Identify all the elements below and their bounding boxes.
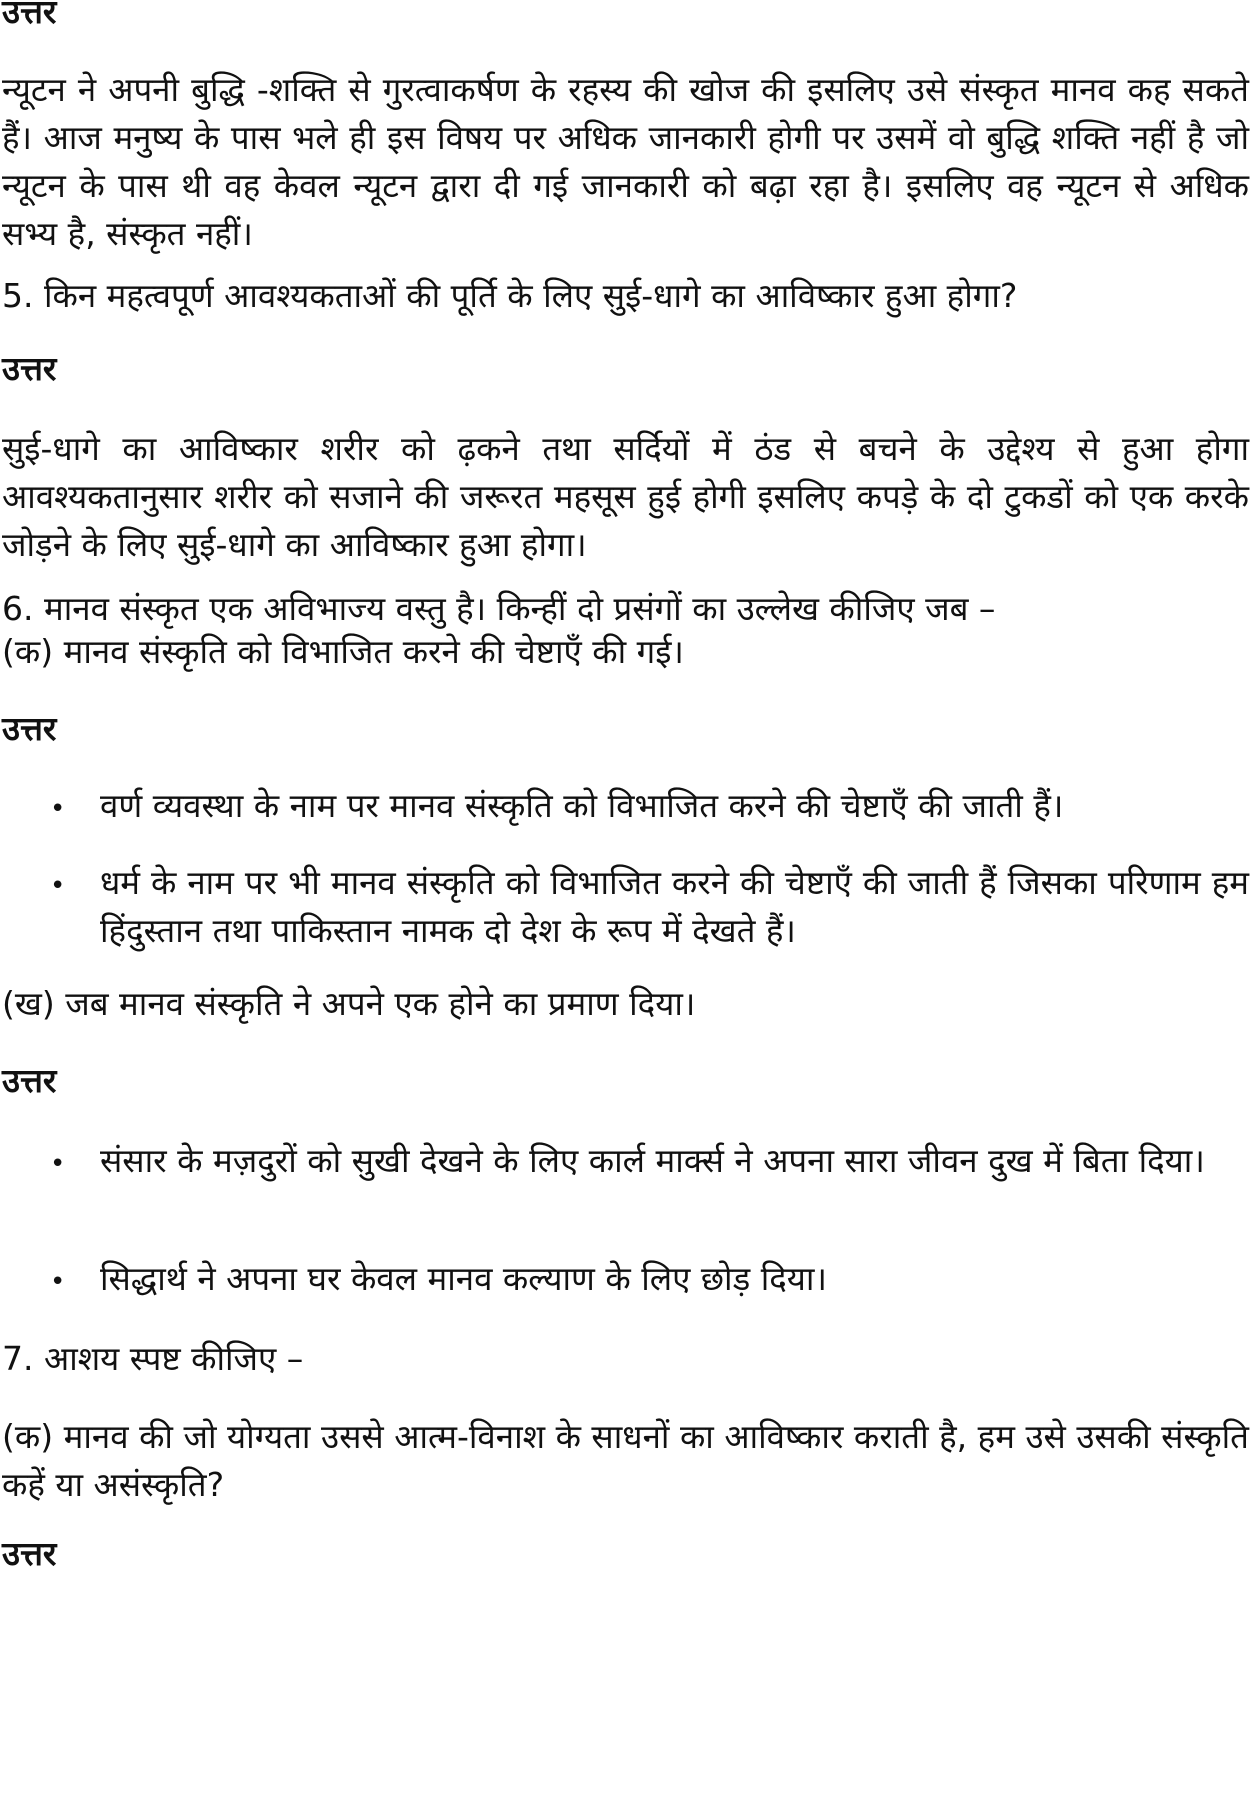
bullet-point: • [50,871,66,901]
question-7: 7. आशय स्पष्ट कीजिए – [2,1339,304,1378]
answer-heading: उत्तर [2,0,57,31]
answer-heading: उत्तर [2,1534,57,1573]
question-6b: (ख) जब मानव संस्कृति ने अपने एक होने का प्रमाण दिया। [2,984,696,1023]
bullet-point: • [50,1149,66,1179]
question-5: 5. किन महत्वपूर्ण आवश्यकताओं की पूर्ति के लिए सुई-धागे का आविष्कार हुआ होगा? [2,276,1018,315]
list-item-religion: धर्म के नाम पर भी मानव संस्कृति को विभाजित करने की चेष्टाएँ की जाती हैं जिसका परिणाम हम हिंदुस्तान तथा पाकिस्तान नामक दो देश के रूप में देखते हैं। [100,863,1249,950]
bullet-point: • [50,1267,66,1297]
answer-paragraph-needle-thread: सुई-धागे का आविष्कार शरीर को ढ़कने तथा सर्दियों में ठंड से बचने के उद्देश्य से हुआ होगा आवश्यकतानुसार शरीर को सजाने की जरूरत महसूस हुई होगी इसलिए कपड़े के दो टुकडों को एक करके जोड़ने के लिए सुई-धागे का आविष्कार हुआ होगा। [2,429,1249,564]
list-item-siddhartha: सिद्धार्थ ने अपना घर केवल मानव कल्याण के लिए छोड़ दिया। [100,1259,827,1298]
answer-paragraph-newton: न्यूटन ने अपनी बुद्धि -शक्ति से गुरत्वाकर्षण के रहस्य की खोज की इसलिए उसे संस्कृत मानव कह सकते हैं। आज मनुष्य के पास भले ही इस विषय पर अधिक जानकारी होगी पर उसमें वो बुद्धि शक्ति नहीं है जो न्यूटन के पास थी वह केवल न्यूटन द्वारा दी गई जानकारी को बढ़ा रहा है। इसलिए वह न्यूटन से अधिक सभ्य है, संस्कृत नहीं। [2,70,1249,253]
bullet-point: • [50,794,66,824]
question-6: 6. मानव संस्कृत एक अविभाज्य वस्तु है। किन्हीं दो प्रसंगों का उल्लेख कीजिए जब – [2,589,996,628]
question-6a: (क) मानव संस्कृति को विभाजित करने की चेष्टाएँ की गई। [2,632,684,671]
answer-heading: उत्तर [2,349,57,388]
answer-heading: उत्तर [2,709,57,748]
question-7a: (क) मानव की जो योग्यता उससे आत्म-विनाश के साधनों का आविष्कार कराती है, हम उसे उसकी संस्कृति कहें या असंस्कृति? [2,1417,1249,1504]
answer-heading: उत्तर [2,1061,57,1100]
list-item-varna: वर्ण व्यवस्था के नाम पर मानव संस्कृति को विभाजित करने की चेष्टाएँ की जाती हैं। [100,786,1064,825]
list-item-karl-marx: संसार के मज़दुरों को सुखी देखने के लिए कार्ल मार्क्स ने अपना सारा जीवन दुख में बिता दिया। [100,1141,1205,1180]
